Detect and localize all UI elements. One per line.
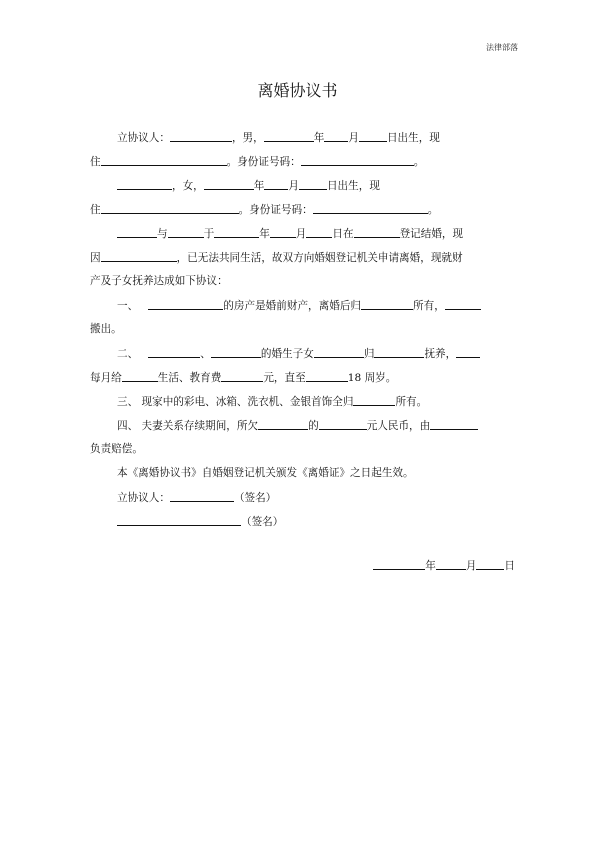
- age-text: 18 周岁。: [347, 372, 397, 384]
- party-label: 立协议人：: [117, 132, 170, 144]
- clause-one-continuation: [90, 322, 515, 336]
- party-two-address-line: [90, 202, 515, 217]
- owner-blank[interactable]: [361, 298, 413, 310]
- clause-one-line: [90, 298, 542, 313]
- gender-text: ，女，: [172, 180, 204, 192]
- location-blank[interactable]: [354, 226, 400, 238]
- sign-label: （签名）: [241, 516, 284, 528]
- clause-number: 一、: [117, 300, 139, 312]
- with-text: 与: [157, 228, 168, 240]
- name-blank[interactable]: [117, 178, 172, 190]
- intro-text: 产及子女抚养达成如下协议：: [90, 275, 228, 287]
- custodian-blank[interactable]: [374, 346, 424, 358]
- monthly-pay-text: 每月给: [90, 372, 122, 384]
- month-blank[interactable]: [436, 558, 466, 570]
- party-one-line: [90, 130, 542, 145]
- signature-blank[interactable]: [170, 490, 234, 502]
- name-blank[interactable]: [170, 130, 232, 142]
- at-text: 日在: [332, 228, 354, 240]
- ownership-text: 所有。: [395, 396, 428, 408]
- gender-text: ，男，: [231, 132, 264, 144]
- ownership-text: 所有，: [413, 300, 445, 312]
- date-line: [90, 558, 515, 573]
- address-label: 住: [90, 156, 101, 168]
- id-number-blank[interactable]: [301, 154, 414, 166]
- day-label: 日: [504, 560, 515, 572]
- sign-label: （签名）: [233, 492, 277, 504]
- party-blank[interactable]: [117, 226, 157, 238]
- clause-three-line: [90, 394, 542, 409]
- creditor-blank[interactable]: [258, 418, 308, 430]
- year-label: 年: [425, 560, 436, 572]
- registration-text: 登记结婚，现: [399, 228, 464, 240]
- year-label: 年: [259, 228, 270, 240]
- id-label: 。身份证号码：: [238, 204, 313, 216]
- birth-text: 日出生，现: [386, 132, 440, 144]
- signature-line-two: [90, 514, 542, 529]
- month-blank[interactable]: [324, 130, 348, 142]
- because-label: 因: [90, 252, 101, 264]
- property-text: 的房产是婚前财产，离婚后归: [223, 300, 362, 312]
- signature-line-one: [90, 490, 542, 505]
- debtor-blank[interactable]: [430, 418, 478, 430]
- currency-text: 元人民币，由: [366, 420, 431, 432]
- day-blank[interactable]: [476, 558, 504, 570]
- party-blank[interactable]: [168, 226, 204, 238]
- id-number-blank[interactable]: [313, 202, 428, 214]
- separator: 、: [200, 348, 211, 360]
- child-text: 的婚生子女: [260, 348, 314, 360]
- party-label: 立协议人：: [117, 492, 170, 504]
- id-label: 。身份证号码：: [226, 156, 301, 168]
- clause-four-line: [90, 418, 542, 433]
- child-name-blank[interactable]: [314, 346, 364, 358]
- year-blank[interactable]: [264, 130, 314, 142]
- owner-blank[interactable]: [353, 394, 395, 406]
- month-label: 月: [465, 560, 477, 572]
- month-label: 月: [348, 132, 359, 144]
- party-blank[interactable]: [445, 298, 481, 310]
- clause-number: 二、: [117, 348, 139, 360]
- day-blank[interactable]: [359, 130, 387, 142]
- month-blank[interactable]: [264, 178, 288, 190]
- clause-four-continuation: [90, 442, 515, 456]
- payer-blank[interactable]: [456, 346, 480, 358]
- period: 。: [427, 204, 439, 216]
- compensation-text: 负责赔偿。: [90, 443, 143, 455]
- party-two-line: [90, 178, 542, 193]
- month-label: 月: [288, 180, 299, 192]
- day-blank[interactable]: [306, 226, 332, 238]
- effective-clause: [90, 466, 542, 480]
- living-education-text: 生活、教育费: [157, 372, 222, 384]
- birth-text: 日出生，现: [326, 180, 380, 192]
- day-blank[interactable]: [299, 178, 327, 190]
- signature-blank[interactable]: [117, 514, 241, 526]
- of-text: 的: [308, 420, 319, 432]
- address-blank[interactable]: [101, 202, 239, 214]
- reason-blank[interactable]: [101, 250, 177, 262]
- address-blank[interactable]: [101, 154, 227, 166]
- property-blank[interactable]: [148, 298, 223, 310]
- custody-text: 抚养，: [424, 348, 457, 360]
- year-blank[interactable]: [373, 558, 425, 570]
- appliances-text: 三、 现家中的彩电、冰箱、洗衣机、金银首饰全归: [117, 396, 354, 408]
- party-blank[interactable]: [148, 346, 200, 358]
- year-label: 年: [313, 132, 325, 144]
- child-blank[interactable]: [306, 370, 348, 382]
- debt-text: 四、 夫妻关系存续期间，所欠: [117, 420, 259, 432]
- amount-blank[interactable]: [319, 418, 367, 430]
- party-blank[interactable]: [211, 346, 261, 358]
- effective-text: 本《离婚协议书》自婚姻登记机关颁发《离婚证》之日起生效。: [117, 467, 414, 479]
- month-blank[interactable]: [270, 226, 296, 238]
- year-blank[interactable]: [214, 226, 259, 238]
- party-one-address-line: [90, 154, 515, 169]
- document-title: 离婚协议书: [257, 81, 338, 100]
- year-label: 年: [253, 180, 265, 192]
- clause-two-line: [90, 346, 542, 361]
- address-label: 住: [90, 204, 101, 216]
- marriage-registration-line: [90, 226, 542, 241]
- agreement-intro-line: [90, 274, 515, 288]
- reason-line: [90, 250, 515, 265]
- brand-watermark: 法律部落: [486, 43, 518, 52]
- month-label: 月: [295, 228, 307, 240]
- year-blank[interactable]: [204, 178, 254, 190]
- child-support-line: [90, 370, 515, 385]
- on-text: 于: [203, 228, 215, 240]
- assigned-to-text: 归: [363, 348, 375, 360]
- period: 。: [413, 156, 425, 168]
- amount-blank[interactable]: [221, 370, 263, 382]
- until-text: 元，直至: [263, 372, 306, 384]
- move-out-text: 搬出。: [90, 323, 122, 335]
- reason-text: ，已无法共同生活，故双方向婚姻登记机关申请离婚，现就财: [176, 252, 463, 264]
- recipient-blank[interactable]: [122, 370, 158, 382]
